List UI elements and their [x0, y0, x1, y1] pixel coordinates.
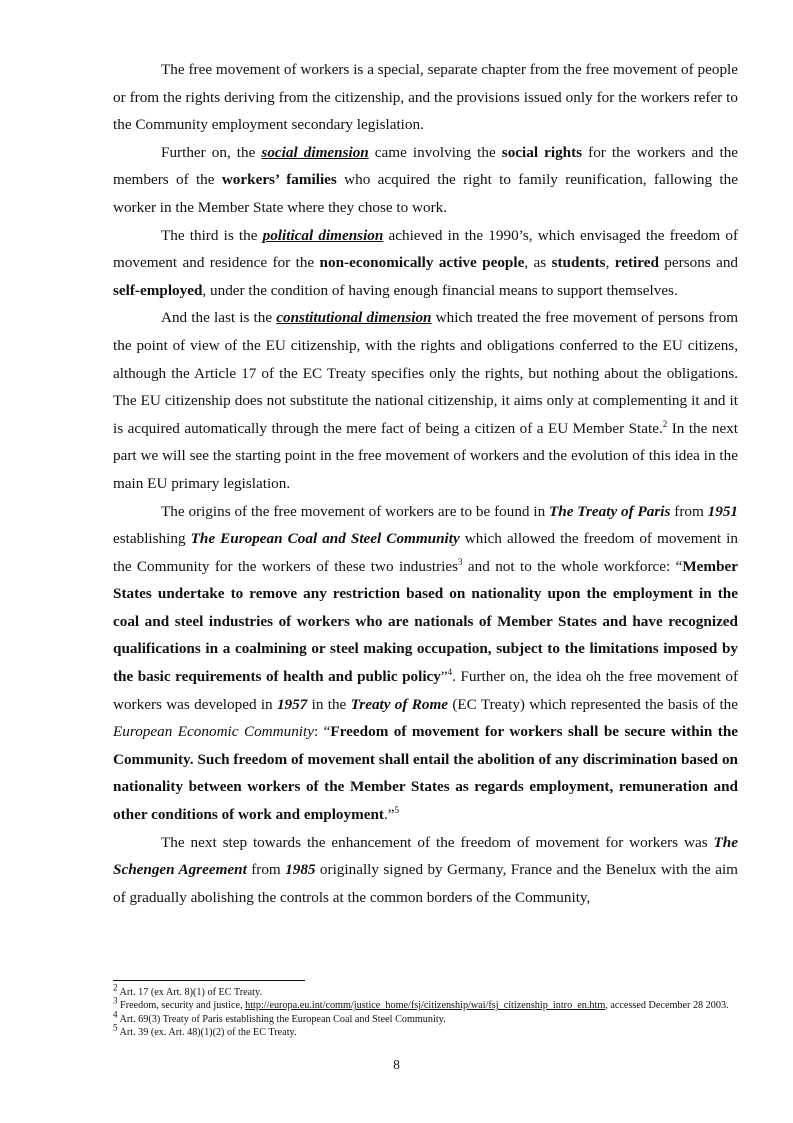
text-run: ”	[440, 668, 448, 686]
footnote-separator	[113, 980, 305, 981]
paragraph-1-text: The free movement of workers is a special, separate chapter from the free movement of people or from the rights deriving from the citizenship, and the provisions issued only for the workers refer to the Community employment secondary legislation.	[113, 61, 738, 134]
text-run: : “	[314, 723, 331, 741]
footnotes	[113, 982, 738, 1040]
text-run: .”	[384, 806, 395, 824]
year-1957: 1957	[276, 695, 308, 713]
text-run: achieved in the 1990’s, which envisaged the freedom of movement and residence for the	[113, 226, 739, 272]
text-run: , as	[524, 254, 552, 272]
text-run: The third is the	[161, 226, 263, 244]
quote-paris-treaty: Member States undertake to remove any restriction based on nationality upon the employment in the coal and steel industries of workers who are nationals of Member States and have recognized qualifications in a coalmining or steel making occupation, subject to the limitations imposed by the basic requirements of health and public policy	[113, 557, 738, 686]
text-run: The origins of the free movement of workers are to be found in	[161, 502, 549, 520]
text-run: from	[670, 502, 708, 520]
paragraph-2	[113, 139, 738, 222]
text-run: And the last is the	[161, 309, 277, 327]
text-run: ,	[605, 254, 615, 272]
paragraph-1	[113, 56, 738, 139]
term-students: students	[551, 254, 606, 272]
footnote-2	[113, 982, 738, 999]
term-retired: retired	[614, 254, 659, 272]
footnote-4	[113, 1009, 738, 1026]
footnote-ref-3[interactable]: 3	[458, 556, 463, 567]
text-run: persons and	[658, 254, 739, 272]
term-treaty-of-rome: Treaty of Rome	[350, 695, 449, 713]
text-run: , under the condition of having enough financial means to support themselves.	[202, 281, 678, 299]
footnote-ref-5[interactable]: 5	[394, 804, 400, 815]
footnote-5	[113, 1022, 738, 1039]
footnote-link[interactable]: http://europa.eu.int/comm/justice_home/fsj/citizenship/wai/fsj_citizenship_intro_en.htm	[245, 1000, 606, 1012]
term-constitutional-dimension: constitutional dimension	[276, 309, 432, 327]
text-run: (EC Treaty) which represented the basis of the	[448, 695, 738, 713]
year-1951: 1951	[707, 502, 738, 520]
term-social-dimension: social dimension	[261, 143, 369, 161]
term-non-economically-active: non-economically active people	[319, 254, 525, 272]
page-number: 8	[393, 1057, 400, 1072]
text-run: and not to the whole workforce: “	[462, 557, 683, 575]
footnote-ref-2[interactable]: 2	[662, 418, 668, 429]
term-self-employed: self-employed	[113, 281, 203, 299]
paragraph-3	[113, 222, 738, 305]
text-run: establishing	[113, 530, 191, 548]
footnote-ref-4[interactable]: 4	[447, 667, 453, 677]
paragraph-5	[113, 498, 738, 829]
text-run: originally signed by Germany, France and the Benelux with the aim of gradually abolishing the controls at the common borders of the Community,	[113, 861, 738, 906]
text-run: for the workers and the members of the	[113, 143, 739, 189]
term-political-dimension: political dimension	[262, 226, 384, 244]
text-run: . Further on, the idea oh the free movement of workers was developed in	[113, 668, 738, 713]
text-run: Further on, the	[161, 143, 262, 161]
paragraph-4	[113, 304, 738, 497]
quote-rome-treaty: Freedom of movement for workers shall be secure within the Community. Such freedom of movement shall entail the abolition of any discrimination based on nationality between workers of the Member States as regards employment, remuneration and other conditions of work and employment	[113, 723, 739, 824]
text-run: which treated the free movement of persons from the point of view of the EU citizenship, with the rights and obligations conferred to the EU citizens, although the Article 17 of the EC Treaty specifies only the rights, but nothing about the obligations. The EU citizenship does not substitute the national citizenship, it aims only at complementing it and it is acquired automatically through the mere fact of being a citizen of a EU Member State.	[113, 309, 739, 437]
term-ecsc: The European Coal and Steel Community	[190, 530, 460, 548]
year-1985: 1985	[285, 861, 316, 879]
term-schengen-agreement: The Schengen Agreement	[113, 833, 738, 879]
footnote-text: , accessed December 28 2003.	[605, 1000, 729, 1012]
footnote-text: Art. 17 (ex Art. 8)(1) of EC Treaty.	[117, 987, 262, 998]
text-run: came involving the	[368, 143, 502, 161]
term-eec: European Economic Community	[113, 723, 314, 741]
footnote-number: 3	[113, 996, 118, 1007]
footnote-text: Art. 69(3) Treaty of Paris establishing the European Coal and Steel Community.	[117, 1013, 446, 1025]
text-run: In the next part we will see the starting point in the free movement of workers and the evolution of this idea in the main EU primary legislation.	[113, 419, 739, 492]
footnote-3	[113, 996, 738, 1012]
footnote-number: 2	[113, 982, 118, 993]
text-run: in the	[307, 695, 351, 713]
footnote-number: 5	[113, 1022, 118, 1033]
term-social-rights: social rights	[501, 143, 583, 161]
term-treaty-of-paris: The Treaty of Paris	[549, 502, 671, 520]
term-workers-families: workers’ families	[221, 171, 337, 189]
text-run: which allowed the freedom of movement in the Community for the workers of these two industries	[113, 530, 738, 575]
footnote-text: Art. 39 (ex. Art. 48)(1)(2) of the EC Treaty.	[117, 1027, 297, 1039]
paragraph-6	[113, 829, 738, 912]
footnote-text: Freedom, security and justice,	[117, 1000, 246, 1012]
text-run: from	[246, 861, 286, 879]
body-text	[113, 56, 738, 911]
text-run: The next step towards the enhancement of the freedom of movement for workers was	[161, 833, 714, 851]
footnote-number: 4	[113, 1009, 118, 1020]
text-run: who acquired the right to family reunification, fallowing the worker in the Member State where they chose to work.	[113, 171, 738, 216]
